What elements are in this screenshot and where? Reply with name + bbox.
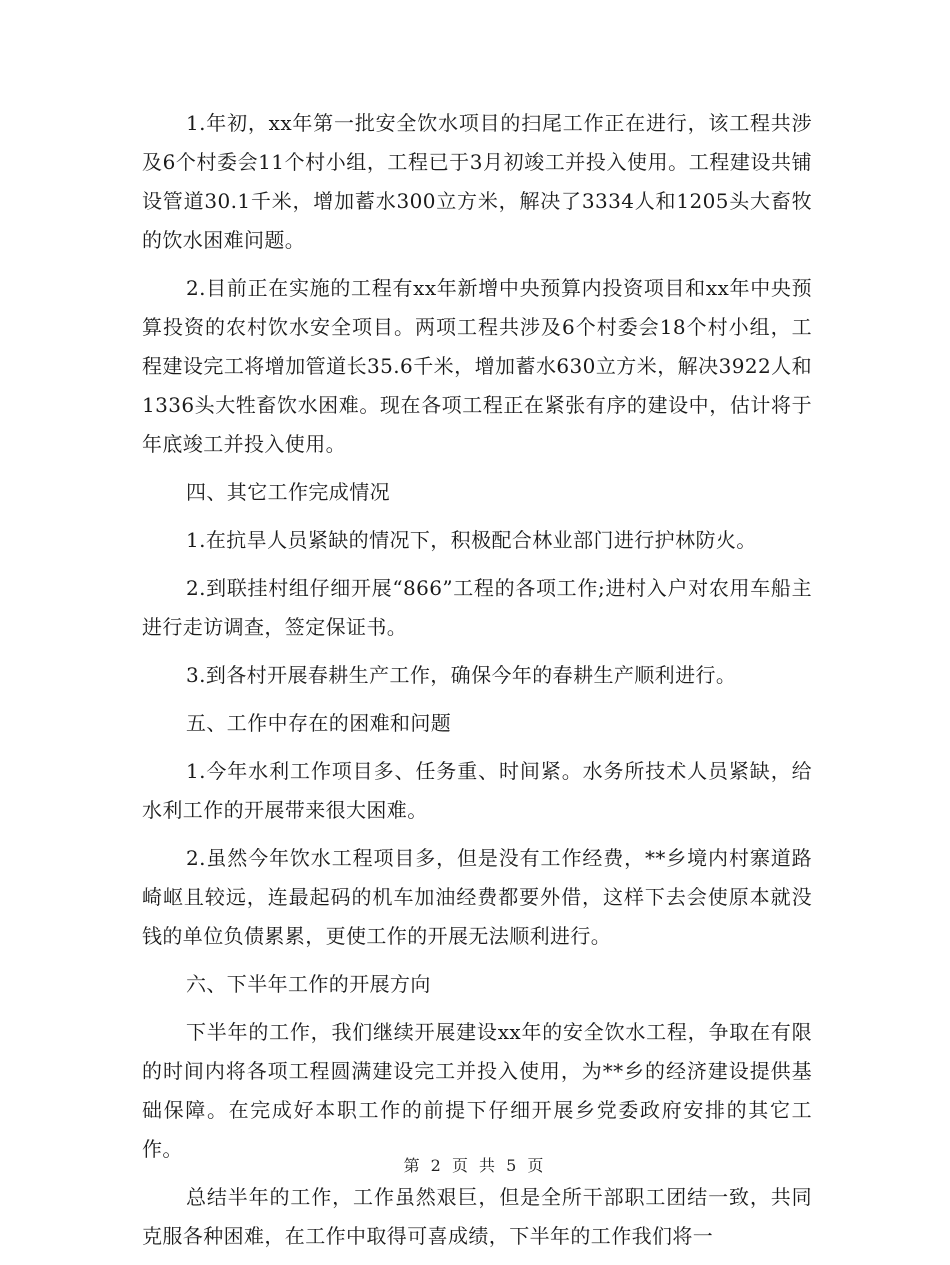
paragraph-item-6: 1.今年水利工作项目多、任务重、时间紧。水务所技术人员紧缺，给水利工作的开展带来很大困难。	[142, 759, 812, 822]
paragraph-item-8: 下半年的工作，我们继续开展建设xx年的安全饮水工程，争取在有限的时间内将各项工程圆满建设完工并投入使用，为**乡的经济建设提供基础保障。在完成好本职工作的前提下仔细开展乡党委政府安排的其它工作。	[142, 1020, 812, 1161]
paragraph-item-7: 2.虽然今年饮水工程项目多，但是没有工作经费，**乡境内村寨道路崎岖且较远，连最起码的机车加油经费都要外借，这样下去会使原本就没钱的单位负债累累，更使工作的开展无法顺利进行。	[142, 846, 812, 948]
paragraph-item-5: 3.到各村开展春耕生产工作，确保今年的春耕生产顺利进行。	[186, 663, 737, 687]
paragraph-item-1: 1.年初，xx年第一批安全饮水项目的扫尾工作正在进行，该工程共涉及6个村委会11个村小组，工程已于3月初竣工并投入使用。工程建设共铺设管道30.1千米，增加蓄水300立方米，解决了3334人和1205头大畜牧的饮水困难问题。	[142, 111, 812, 252]
paragraph-item-9: 总结半年的工作，工作虽然艰巨，但是全所干部职工团结一致，共同克服各种困难，在工作中取得可喜成绩，下半年的工作我们将一	[142, 1185, 812, 1248]
page-footer: 第 2 页 共 5 页	[403, 1156, 547, 1175]
section-heading-6: 六、下半年工作的开展方向	[186, 972, 431, 996]
section-heading-4: 四、其它工作完成情况	[186, 480, 390, 504]
paragraph-item-4: 2.到联挂村组仔细开展“866”工程的各项工作;进村入户对农用车船主进行走访调查，签定保证书。	[142, 576, 812, 639]
section-heading-5: 五、工作中存在的困难和问题	[186, 711, 452, 735]
paragraph-item-2: 2.目前正在实施的工程有xx年新增中央预算内投资项目和xx年中央预算投资的农村饮水安全项目。两项工程共涉及6个村委会18个村小组，工程建设完工将增加管道长35.6千米，增加蓄水630立方米，解决3922人和1336头大牲畜饮水困难。现在各项工程正在紧张有序的建设中，估计将于年底竣工并投入使用。	[142, 276, 812, 456]
paragraph-item-3: 1.在抗旱人员紧缺的情况下，积极配合林业部门进行护林防火。	[186, 528, 757, 552]
document-body	[142, 104, 812, 1265]
